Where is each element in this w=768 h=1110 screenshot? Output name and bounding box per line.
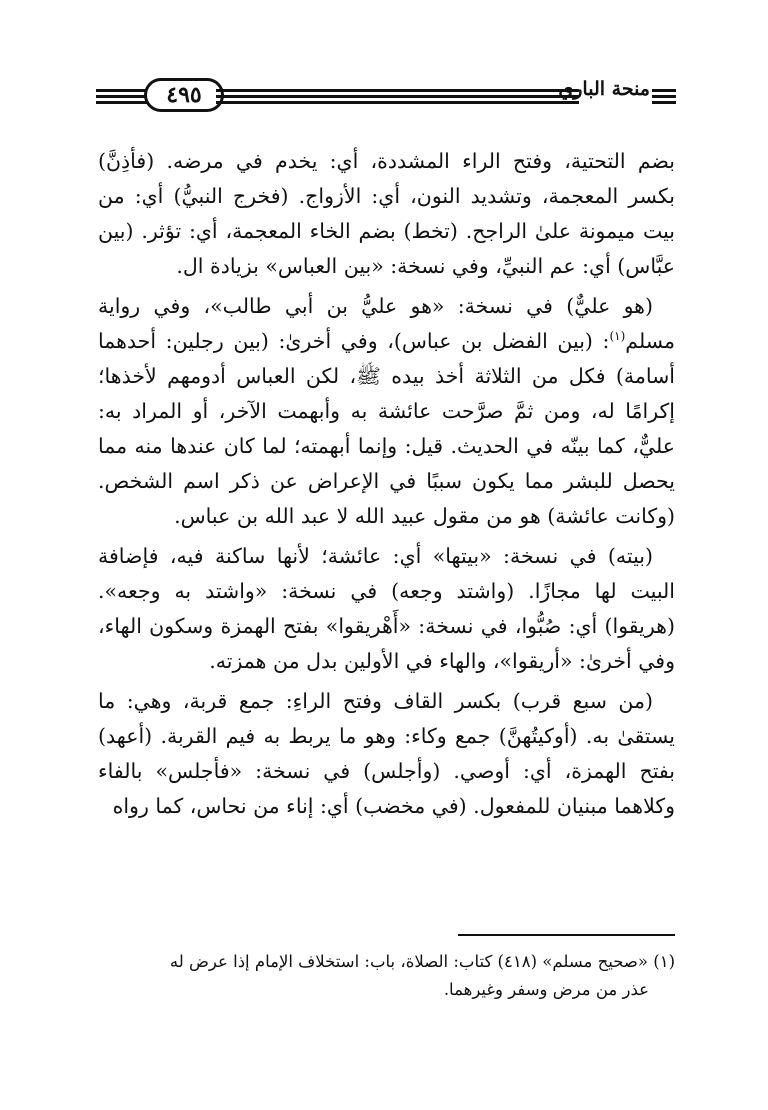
header-rule-middle xyxy=(216,89,579,107)
paragraph-text: : (بين الفضل بن عباس)، وفي أخرىٰ: (بين رجلين: أحدهما أسامة) فكل من الثلاثة أخذ بيده ﷺ، لكن العباس أدومهم لأخذها؛ إكرامًا له، ومن ثمَّ صرَّحت عائشة به وأبهمت الآخر، أو المراد به: عليٌّ، كما بينّه في الحديث. قيل: وإنما أبهمته؛ لما كان عندها منه مما يحصل للبشر مما يكون سببًا في الإعراض عن ذكر اسم الشخص. (وكانت عائشة) هو من مقول عبيد الله لا عبد الله بن عباس. xyxy=(98,329,675,528)
page-number: ٤٩٥ xyxy=(144,78,224,112)
header-rule-line xyxy=(652,101,676,104)
footnote-separator xyxy=(458,934,675,936)
paragraph: (بيته) في نسخة: «بيتها» أي: عائشة؛ لأنها ساكنة فيه، فإضافة البيت لها مجازًا. (واشتد وجعه) في نسخة: «واشتد به وجعه». (هريقوا) أي: صُبُّوا، في نسخة: «أَهْريقوا» بفتح الهمزة وسكون الهاء، وفي أخرىٰ: «أريقوا»، والهاء في الأولين بدل من همزته. xyxy=(98,544,675,673)
header-rule-line xyxy=(96,89,148,92)
footnotes xyxy=(98,948,675,1004)
header-rule-line xyxy=(96,101,148,104)
header-rule-line xyxy=(216,89,579,92)
header-rule-right xyxy=(652,89,676,107)
header-rule-line xyxy=(96,95,148,98)
running-head: منحة الباري xyxy=(558,78,650,100)
paragraph-text: (هو عليٌّ) في نسخة: «هو عليُّ بن أبي طالب»، وفي رواية مسلم xyxy=(98,294,675,353)
header-rule-line xyxy=(652,95,676,98)
paragraph: بضم التحتية، وفتح الراء المشددة، أي: يخدم في مرضه. (فأذِنَّ) بكسر المعجمة، وتشديد النون، أي: الأزواج. (فخرج النبيُّ) أي: من بيت ميمونة علىٰ الراجح. (تخط) بضم الخاء المعجمة، أي: تؤثر. (بين عبَّاس) أي: عم النبيِّ، وفي نسخة: «بين العباس» بزيادة ال. xyxy=(98,149,675,278)
header-rule-line xyxy=(216,101,579,104)
footnote-line: عذر من مرض وسفر وغيرهما. xyxy=(443,980,649,999)
header-rule-line xyxy=(652,89,676,92)
page-header xyxy=(96,72,676,126)
header-rule-line xyxy=(216,95,579,98)
paragraph: (من سبع قرب) بكسر القاف وفتح الراءِ: جمع قربة، وهي: ما يستقىٰ به. (أوكيتُهنَّ) جمع وكاء: وهو ما يربط به فيم القربة. (أعهد) بفتح الهمزة، أي: أوصي. (وأجلس) في نسخة: «فأجلس» بالفاء وكلاهما مبنيان للمفعول. (في مخضب) أي: إناء من نحاس، كما رواه xyxy=(98,689,675,818)
main-text xyxy=(98,144,675,829)
footnote-item xyxy=(98,948,675,1004)
footnote-line: (١) «صحيح مسلم» (٤١٨) كتاب: الصلاة، باب: استخلاف الإمام إذا عرض له xyxy=(169,952,675,971)
paragraph xyxy=(98,289,675,534)
footnote-reference[interactable]: (١) xyxy=(609,329,626,344)
header-rule-left xyxy=(96,89,148,107)
